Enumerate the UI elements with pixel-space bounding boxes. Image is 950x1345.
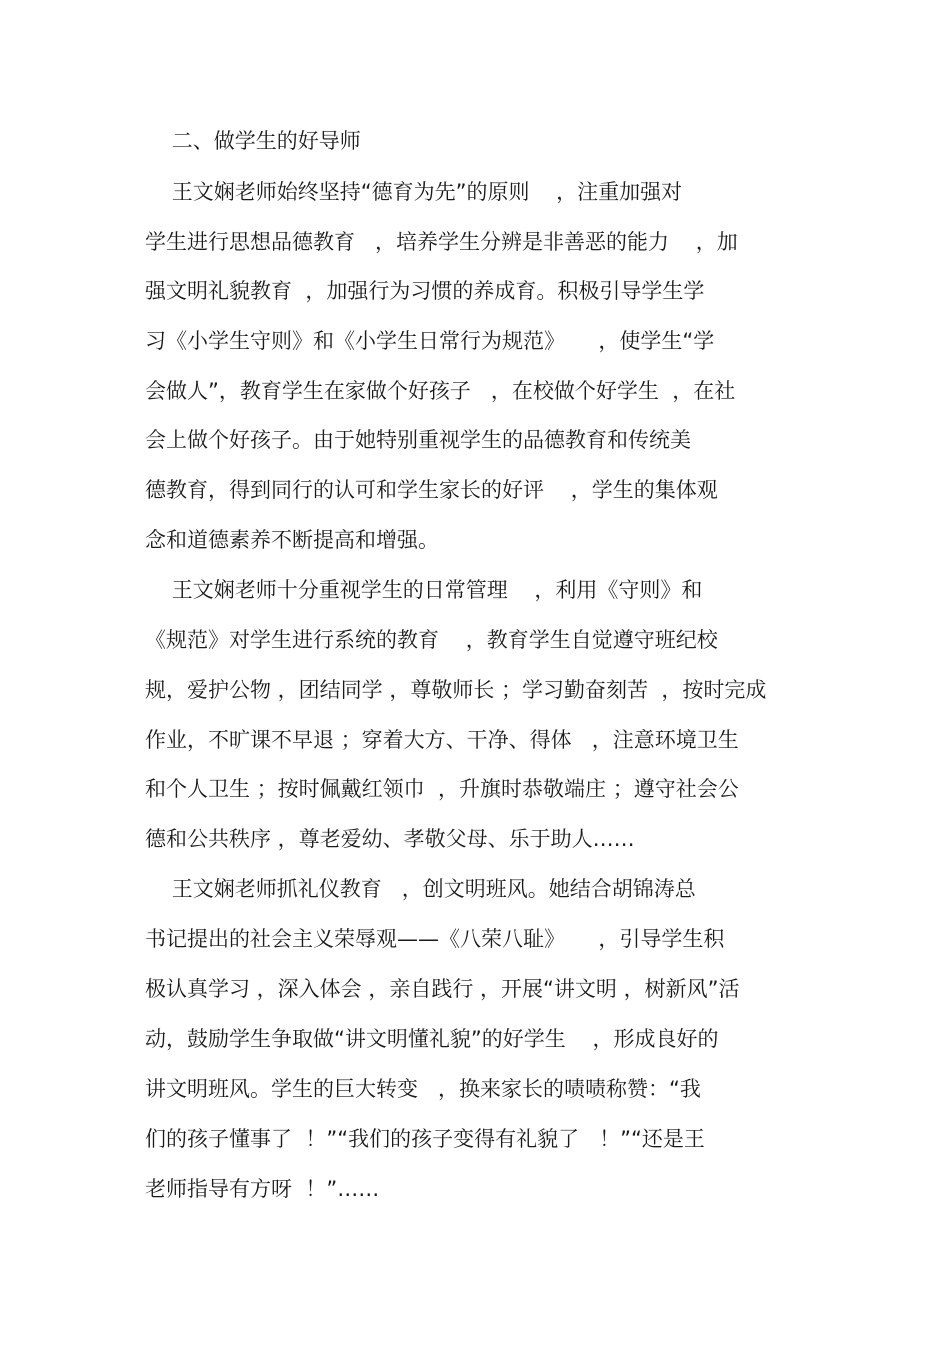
text-line: 德和公共秩序 ，尊老爱幼、孝敬父母、乐于助人…… [145, 827, 635, 851]
text-line: 强文明礼貌教育 ，加强行为习惯的养成育。积极引导学生学 [145, 279, 705, 303]
text-line: 《规范》对学生进行系统的教育 ，教育学生自觉遵守班纪校 [145, 628, 718, 652]
text-line: 规，爱护公物 ，团结同学 ，尊敬师长 ；学习勤奋刻苦 ，按时完成 [145, 678, 767, 702]
text-line: 会上做个好孩子。由于她特别重视学生的品德教育和传统美 [145, 428, 691, 452]
text-line: 书记提出的社会主义荣辱观——《八荣八耻》 ，引导学生积 [145, 927, 725, 951]
text-line: 德教育，得到同行的认可和学生家长的好评 ，学生的集体观 [145, 478, 718, 502]
text-line: 习《小学生守则》和《小学生日常行为规范》 ，使学生“学 [145, 329, 715, 353]
text-line: 王文娴老师十分重视学生的日常管理 ，利用《守则》和 [145, 578, 703, 602]
text-line: 作业，不旷课不早退 ；穿着大方、干净、得体 ，注意环境卫生 [145, 728, 739, 752]
text-line: 王文娴老师始终坚持“德育为先”的原则 ，注重加强对 [145, 180, 683, 204]
text-line: 王文娴老师抓礼仪教育 ，创文明班风。她结合胡锦涛总 [145, 877, 696, 901]
text-line: 会做人”，教育学生在家做个好孩子 ，在校做个好学生 ，在社 [145, 379, 736, 403]
text-line: 讲文明班风。学生的巨大转变 ，换来家长的啧啧称赞：“我 [145, 1077, 701, 1101]
text-line: 念和道德素养不断提高和增强。 [145, 528, 439, 552]
text-line: 老师指导有方呀 ！”…… [145, 1177, 380, 1201]
text-line: 极认真学习 ，深入体会 ，亲自践行 ，开展“讲文明 ，树新风”活 [145, 977, 740, 1001]
section-heading: 二、做学生的好导师 [145, 129, 361, 153]
text-line: 们的孩子懂事了 ！”“我们的孩子变得有礼貌了 ！”“还是王 [145, 1127, 705, 1151]
text-line: 动，鼓励学生争取做“讲文明懂礼貌”的好学生 ，形成良好的 [145, 1027, 719, 1051]
text-line: 学生进行思想品德教育 ，培养学生分辨是非善恶的能力 ，加 [145, 230, 738, 254]
text-line: 和个人卫生 ；按时佩戴红领巾 ，升旗时恭敬端庄 ；遵守社会公 [145, 777, 739, 801]
